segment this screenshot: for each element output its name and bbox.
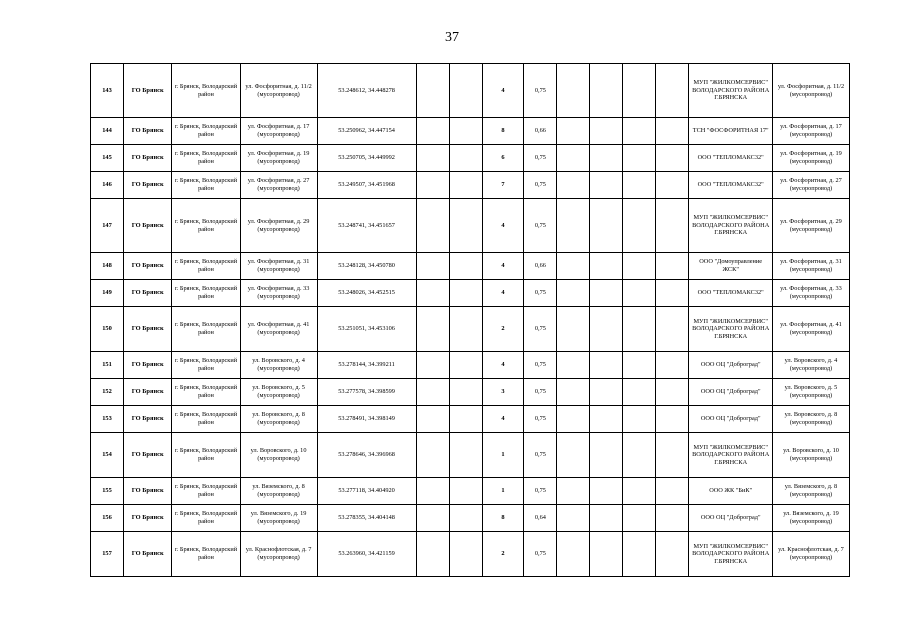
municipality: ГО Брянск: [124, 433, 172, 478]
locality: г. Брянск, Володарский район: [172, 379, 240, 406]
coordinates: 53.251051, 34.453106: [317, 307, 416, 352]
waste-source: ул. Вяземского, д. 19 (мусоропровод): [772, 505, 849, 532]
coordinates: 53.278355, 34.404148: [317, 505, 416, 532]
locality: г. Брянск, Володарский район: [172, 64, 240, 118]
container-count: 1: [482, 433, 524, 478]
empty-cell: [449, 352, 482, 379]
owner-organization: МУП "ЖИЛКОМСЕРВИС" ВОЛОДАРСКОГО РАЙОНА Г.БРЯНСКА: [689, 199, 773, 253]
municipality: ГО Брянск: [124, 145, 172, 172]
empty-cell: [449, 118, 482, 145]
owner-organization: ООО "ТЕПЛОМАКС32": [689, 280, 773, 307]
empty-cell: [623, 145, 656, 172]
row-number: 143: [91, 64, 124, 118]
empty-cell: [656, 199, 689, 253]
empty-cell: [557, 64, 590, 118]
empty-cell: [449, 505, 482, 532]
empty-cell: [449, 379, 482, 406]
empty-cell: [623, 478, 656, 505]
waste-source: ул. Фосфоритная, д. 33 (мусоропровод): [772, 280, 849, 307]
address: ул. Вяземского, д. 19 (мусоропровод): [240, 505, 317, 532]
address: ул. Вяземского, д. 8 (мусоропровод): [240, 478, 317, 505]
empty-cell: [656, 433, 689, 478]
empty-cell: [557, 352, 590, 379]
owner-organization: МУП "ЖИЛКОМСЕРВИС" ВОЛОДАРСКОГО РАЙОНА Г.БРЯНСКА: [689, 532, 773, 577]
container-volume: 0,75: [524, 64, 557, 118]
empty-cell: [557, 478, 590, 505]
address: ул. Воровского, д. 4 (мусоропровод): [240, 352, 317, 379]
container-count: 1: [482, 478, 524, 505]
empty-cell: [557, 532, 590, 577]
row-number: 148: [91, 253, 124, 280]
empty-cell: [656, 145, 689, 172]
coordinates: 53.250705, 34.449992: [317, 145, 416, 172]
owner-organization: ООО ОЦ "Доброград": [689, 505, 773, 532]
container-count: 7: [482, 172, 524, 199]
container-volume: 0,75: [524, 433, 557, 478]
empty-cell: [590, 172, 623, 199]
municipality: ГО Брянск: [124, 379, 172, 406]
address: ул. Краснофлотская, д. 7 (мусоропровод): [240, 532, 317, 577]
empty-cell: [590, 478, 623, 505]
municipality: ГО Брянск: [124, 64, 172, 118]
empty-cell: [623, 406, 656, 433]
empty-cell: [557, 145, 590, 172]
row-number: 153: [91, 406, 124, 433]
empty-cell: [623, 433, 656, 478]
municipality: ГО Брянск: [124, 280, 172, 307]
empty-cell: [656, 505, 689, 532]
empty-cell: [623, 118, 656, 145]
empty-cell: [623, 532, 656, 577]
row-number: 154: [91, 433, 124, 478]
empty-cell: [557, 433, 590, 478]
empty-cell: [656, 253, 689, 280]
empty-cell: [656, 64, 689, 118]
table-row: [91, 118, 850, 145]
empty-cell: [557, 280, 590, 307]
coordinates: 53.277578, 34.398599: [317, 379, 416, 406]
waste-source: ул. Фосфоритная, д. 31 (мусоропровод): [772, 253, 849, 280]
owner-organization: ООО "ТЕПЛОМАКС32": [689, 145, 773, 172]
waste-source: ул. Фосфоритная, д. 19 (мусоропровод): [772, 145, 849, 172]
empty-cell: [449, 406, 482, 433]
container-count: 4: [482, 352, 524, 379]
address: ул. Фосфоритная, д. 33 (мусоропровод): [240, 280, 317, 307]
address: ул. Фосфоритная, д. 19 (мусоропровод): [240, 145, 317, 172]
locality: г. Брянск, Володарский район: [172, 505, 240, 532]
locality: г. Брянск, Володарский район: [172, 199, 240, 253]
empty-cell: [416, 253, 449, 280]
waste-source: ул. Фосфоритная, д. 29 (мусоропровод): [772, 199, 849, 253]
table-row: [91, 532, 850, 577]
empty-cell: [449, 64, 482, 118]
container-count: 4: [482, 280, 524, 307]
empty-cell: [590, 64, 623, 118]
page-number: 37: [445, 30, 459, 45]
empty-cell: [590, 280, 623, 307]
empty-cell: [557, 118, 590, 145]
empty-cell: [449, 199, 482, 253]
container-volume: 0,64: [524, 505, 557, 532]
empty-cell: [656, 478, 689, 505]
municipality: ГО Брянск: [124, 253, 172, 280]
empty-cell: [623, 379, 656, 406]
empty-cell: [590, 118, 623, 145]
empty-cell: [656, 532, 689, 577]
row-number: 155: [91, 478, 124, 505]
container-volume: 0,75: [524, 280, 557, 307]
row-number: 152: [91, 379, 124, 406]
container-volume: 0,66: [524, 118, 557, 145]
empty-cell: [623, 253, 656, 280]
empty-cell: [416, 433, 449, 478]
table-row: [91, 307, 850, 352]
empty-cell: [656, 352, 689, 379]
row-number: 150: [91, 307, 124, 352]
row-number: 146: [91, 172, 124, 199]
locality: г. Брянск, Володарский район: [172, 478, 240, 505]
address: ул. Фосфоритная, д. 11/2 (мусоропровод): [240, 64, 317, 118]
municipality: ГО Брянск: [124, 307, 172, 352]
owner-organization: ООО "ТЕПЛОМАКС32": [689, 172, 773, 199]
empty-cell: [623, 352, 656, 379]
municipality: ГО Брянск: [124, 478, 172, 505]
locality: г. Брянск, Володарский район: [172, 253, 240, 280]
waste-source: ул. Краснофлотская, д. 7 (мусоропровод): [772, 532, 849, 577]
empty-cell: [590, 253, 623, 280]
empty-cell: [656, 118, 689, 145]
empty-cell: [449, 433, 482, 478]
empty-cell: [416, 352, 449, 379]
empty-cell: [416, 172, 449, 199]
empty-cell: [557, 199, 590, 253]
locality: г. Брянск, Володарский район: [172, 433, 240, 478]
municipality: ГО Брянск: [124, 199, 172, 253]
coordinates: 53.250962, 34.447154: [317, 118, 416, 145]
owner-organization: ООО ОЦ "Доброград": [689, 406, 773, 433]
table-row: [91, 199, 850, 253]
container-volume: 0,75: [524, 307, 557, 352]
table-row: [91, 379, 850, 406]
empty-cell: [590, 406, 623, 433]
locality: г. Брянск, Володарский район: [172, 172, 240, 199]
container-volume: 0,66: [524, 253, 557, 280]
row-number: 147: [91, 199, 124, 253]
owner-organization: МУП "ЖИЛКОМСЕРВИС" ВОЛОДАРСКОГО РАЙОНА Г.БРЯНСКА: [689, 307, 773, 352]
empty-cell: [656, 307, 689, 352]
container-count: 4: [482, 64, 524, 118]
row-number: 156: [91, 505, 124, 532]
empty-cell: [449, 478, 482, 505]
address: ул. Фосфоритная, д. 17 (мусоропровод): [240, 118, 317, 145]
address: ул. Фосфоритная, д. 31 (мусоропровод): [240, 253, 317, 280]
container-count: 4: [482, 406, 524, 433]
empty-cell: [449, 307, 482, 352]
municipality: ГО Брянск: [124, 172, 172, 199]
table-body: [91, 64, 850, 577]
coordinates: 53.278491, 34.398149: [317, 406, 416, 433]
row-number: 145: [91, 145, 124, 172]
waste-source: ул. Фосфоритная, д. 41 (мусоропровод): [772, 307, 849, 352]
empty-cell: [623, 280, 656, 307]
table-row: [91, 145, 850, 172]
coordinates: 53.263960, 34.421159: [317, 532, 416, 577]
empty-cell: [416, 379, 449, 406]
empty-cell: [656, 172, 689, 199]
waste-source: ул. Воровского, д. 8 (мусоропровод): [772, 406, 849, 433]
empty-cell: [416, 406, 449, 433]
owner-organization: ООО ОЦ "Доброград": [689, 379, 773, 406]
address: ул. Воровского, д. 5 (мусоропровод): [240, 379, 317, 406]
empty-cell: [416, 118, 449, 145]
empty-cell: [416, 478, 449, 505]
row-number: 144: [91, 118, 124, 145]
container-count: 4: [482, 199, 524, 253]
address: ул. Воровского, д. 10 (мусоропровод): [240, 433, 317, 478]
container-count: 8: [482, 505, 524, 532]
waste-source: ул. Воровского, д. 10 (мусоропровод): [772, 433, 849, 478]
municipality: ГО Брянск: [124, 406, 172, 433]
empty-cell: [590, 145, 623, 172]
coordinates: 53.249507, 34.451968: [317, 172, 416, 199]
empty-cell: [416, 64, 449, 118]
address: ул. Воровского, д. 8 (мусоропровод): [240, 406, 317, 433]
waste-source: ул. Фосфоритная, д. 27 (мусоропровод): [772, 172, 849, 199]
table-row: [91, 433, 850, 478]
municipality: ГО Брянск: [124, 532, 172, 577]
container-count: 8: [482, 118, 524, 145]
empty-cell: [590, 307, 623, 352]
empty-cell: [623, 505, 656, 532]
container-volume: 0,75: [524, 145, 557, 172]
empty-cell: [449, 145, 482, 172]
container-volume: 0,75: [524, 406, 557, 433]
empty-cell: [449, 253, 482, 280]
owner-organization: ООО ОЦ "Доброград": [689, 352, 773, 379]
container-volume: 0,75: [524, 172, 557, 199]
locality: г. Брянск, Володарский район: [172, 280, 240, 307]
empty-cell: [656, 280, 689, 307]
empty-cell: [623, 64, 656, 118]
empty-cell: [416, 280, 449, 307]
waste-source: ул. Вяземского, д. 8 (мусоропровод): [772, 478, 849, 505]
container-volume: 0,75: [524, 199, 557, 253]
address: ул. Фосфоритная, д. 27 (мусоропровод): [240, 172, 317, 199]
empty-cell: [623, 307, 656, 352]
locality: г. Брянск, Володарский район: [172, 118, 240, 145]
empty-cell: [590, 433, 623, 478]
coordinates: 53.277118, 34.404920: [317, 478, 416, 505]
container-count: 4: [482, 253, 524, 280]
empty-cell: [416, 307, 449, 352]
municipality: ГО Брянск: [124, 118, 172, 145]
empty-cell: [416, 505, 449, 532]
empty-cell: [557, 253, 590, 280]
waste-source: ул. Воровского, д. 4 (мусоропровод): [772, 352, 849, 379]
address: ул. Фосфоритная, д. 29 (мусоропровод): [240, 199, 317, 253]
container-count: 2: [482, 307, 524, 352]
empty-cell: [590, 199, 623, 253]
container-volume: 0,75: [524, 478, 557, 505]
table-row: [91, 406, 850, 433]
empty-cell: [416, 145, 449, 172]
empty-cell: [590, 379, 623, 406]
empty-cell: [557, 505, 590, 532]
empty-cell: [449, 280, 482, 307]
waste-source: ул. Фосфоритная, д. 11/2 (мусоропровод): [772, 64, 849, 118]
table-row: [91, 505, 850, 532]
table-row: [91, 64, 850, 118]
register-table: [90, 63, 850, 577]
coordinates: 53.248741, 34.451657: [317, 199, 416, 253]
locality: г. Брянск, Володарский район: [172, 352, 240, 379]
container-count: 3: [482, 379, 524, 406]
locality: г. Брянск, Володарский район: [172, 406, 240, 433]
locality: г. Брянск, Володарский район: [172, 307, 240, 352]
table-row: [91, 478, 850, 505]
locality: г. Брянск, Володарский район: [172, 532, 240, 577]
waste-source: ул. Воровского, д. 5 (мусоропровод): [772, 379, 849, 406]
empty-cell: [449, 172, 482, 199]
address: ул. Фосфоритная, д. 41 (мусоропровод): [240, 307, 317, 352]
owner-organization: ООО "Домоуправление ЖСК": [689, 253, 773, 280]
coordinates: 53.278646, 34.396968: [317, 433, 416, 478]
coordinates: 53.248026, 34.452515: [317, 280, 416, 307]
coordinates: 53.248612, 34.448278: [317, 64, 416, 118]
row-number: 149: [91, 280, 124, 307]
container-volume: 0,75: [524, 379, 557, 406]
empty-cell: [449, 532, 482, 577]
coordinates: 53.248128, 34.450780: [317, 253, 416, 280]
empty-cell: [557, 172, 590, 199]
empty-cell: [656, 379, 689, 406]
table-row: [91, 253, 850, 280]
municipality: ГО Брянск: [124, 505, 172, 532]
owner-organization: ООО ЖК "БиК": [689, 478, 773, 505]
empty-cell: [416, 532, 449, 577]
container-count: 6: [482, 145, 524, 172]
container-volume: 0,75: [524, 352, 557, 379]
empty-cell: [416, 199, 449, 253]
empty-cell: [557, 379, 590, 406]
empty-cell: [590, 532, 623, 577]
empty-cell: [590, 352, 623, 379]
empty-cell: [557, 406, 590, 433]
row-number: 151: [91, 352, 124, 379]
owner-organization: ТСН "ФОСФОРИТНАЯ 17": [689, 118, 773, 145]
table-row: [91, 172, 850, 199]
container-count: 2: [482, 532, 524, 577]
container-volume: 0,75: [524, 532, 557, 577]
locality: г. Брянск, Володарский район: [172, 145, 240, 172]
table-row: [91, 352, 850, 379]
empty-cell: [623, 199, 656, 253]
empty-cell: [590, 505, 623, 532]
owner-organization: МУП "ЖИЛКОМСЕРВИС" ВОЛОДАРСКОГО РАЙОНА Г.БРЯНСКА: [689, 433, 773, 478]
waste-source: ул. Фосфоритная, д. 17 (мусоропровод): [772, 118, 849, 145]
coordinates: 53.278144, 34.399211: [317, 352, 416, 379]
owner-organization: МУП "ЖИЛКОМСЕРВИС" ВОЛОДАРСКОГО РАЙОНА Г.БРЯНСКА: [689, 64, 773, 118]
empty-cell: [623, 172, 656, 199]
row-number: 157: [91, 532, 124, 577]
municipality: ГО Брянск: [124, 352, 172, 379]
empty-cell: [656, 406, 689, 433]
empty-cell: [557, 307, 590, 352]
table-row: [91, 280, 850, 307]
